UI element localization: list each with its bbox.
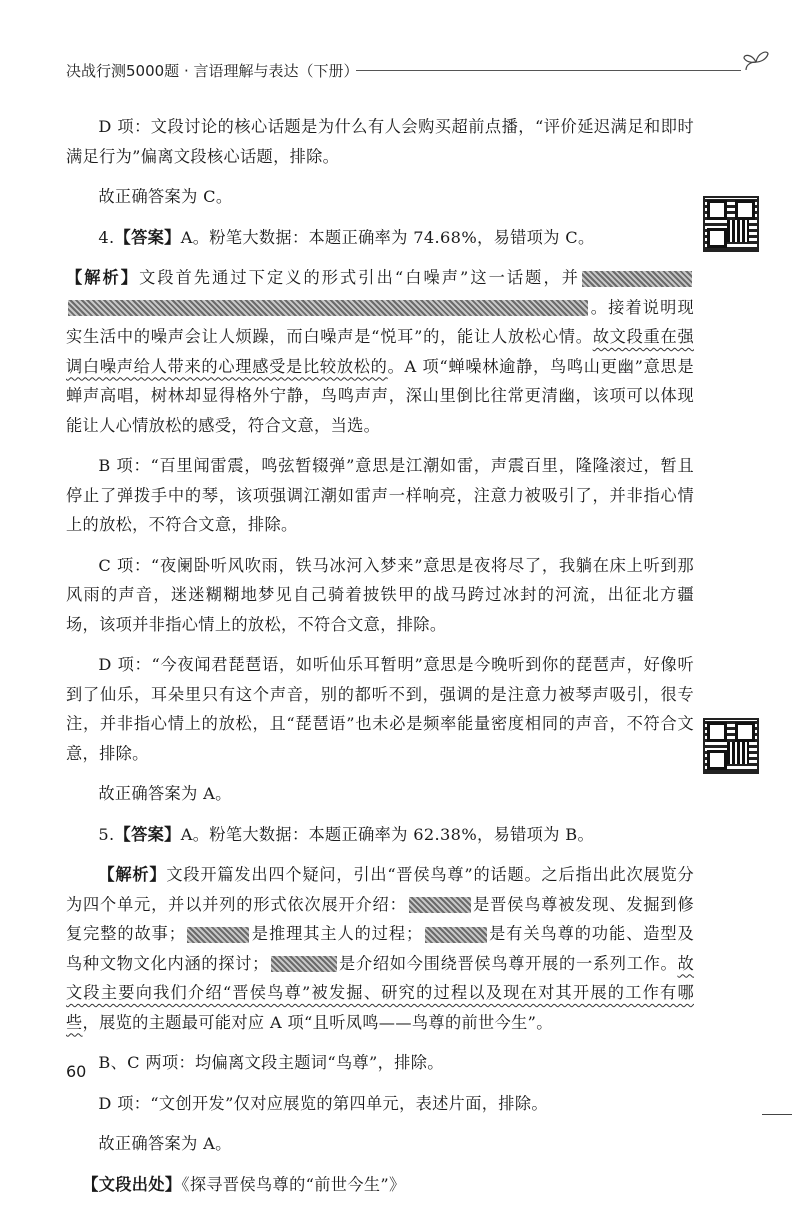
analysis-text: 是晋侯鸟尊被发现、发掘到修复完整的故事； (66, 894, 694, 943)
explanation-body (66, 112, 694, 1210)
source-tag: 【文段出处】 (82, 1174, 182, 1194)
analysis-tag: 【解析】 (98, 865, 167, 884)
analysis-tag: 【解析】 (66, 268, 140, 287)
redaction-block (187, 927, 249, 943)
analysis-text: 是介绍如今围绕晋侯鸟尊开展的一系列工作。 (338, 953, 678, 973)
redaction-block (409, 897, 471, 913)
answer-text: A。粉笔大数据：本题正确率为 62.38%，易错项为 B。 (180, 824, 595, 844)
question-number: 5. (98, 824, 115, 844)
option-c-analysis: C 项：“夜阑卧听风吹雨，铁马冰河入梦来”意思是夜将尽了，我躺在床上听到那风雨的声音，迷迷糊糊地梦见自己骑着披铁甲的战马跨过冰封的河流，出征北方疆场，该项并非指心情上的放松，不符合文意，排除。 (66, 555, 694, 634)
q5-answer (66, 820, 694, 850)
redaction-block (271, 956, 337, 972)
analysis-text: 。A 项“蝉噪林逾静，鸟鸣山更幽”意思是蝉声高唱，树林却显得格外宁静，鸟鸣声声，深山里倒比往常更清幽，该项可以体现能让人心情放松的感受，符合文意，当选。 (66, 356, 694, 435)
conclusion: 故正确答案为 A。 (98, 784, 232, 803)
analysis-text: 。接着说明现实生活中的噪声会让人烦躁，而白噪声是“悦耳”的，能让人放松心情。 (66, 297, 694, 346)
question-number: 4. (98, 227, 115, 247)
source-text: 《探寻晋侯鸟尊的“前世今生”》 (181, 1174, 406, 1194)
answer-tag: 【答案】 (114, 227, 181, 247)
qr-code-icon[interactable] (703, 196, 759, 252)
paragraph: D 项：文段讨论的核心话题是为什么有人会购买超前点播，“评价延迟满足和即时满足行为”偏离文段核心话题，排除。 (66, 117, 694, 166)
key-sentence: 故文段重在强调白噪声给人带来的心理感受是比较放松的 (66, 327, 694, 376)
redaction-block (582, 271, 692, 287)
option-b-analysis: B 项：“百里闻雷震，鸣弦暂辍弹”意思是江潮如雷，声震百里，隆隆滚过，暂且停止了弹拨手中的琴，该项强调江潮如雷声一样响亮，注意力被吸引了，并非指心情上的放松，不符合文意，排除。 (66, 456, 694, 534)
option-d-analysis: D 项：“文创开发”仅对应展览的第四单元，表述片面，排除。 (98, 1093, 548, 1113)
answer-tag: 【答案】 (114, 824, 181, 844)
page-header (66, 56, 766, 86)
option-d-analysis: D 项：“今夜闻君琵琶语，如听仙乐耳暂明”意思是今晚听到你的琵琶声，好像听到了仙乐，耳朵里只有这个声音，别的都听不到，强调的是注意力被琴声吸引，很专注，并非指心情上的放松，且“琵琶语”也未必是频率能量密度相同的声音，不符合文意，排除。 (66, 655, 694, 763)
analysis-text: 是推理其主人的过程； (251, 924, 423, 943)
analysis-text: ，展览的主题最可能对应 A 项“且听凤鸣——鸟尊的前世今生”。 (82, 1012, 553, 1032)
q5-analysis (66, 860, 694, 1037)
paragraph: 故正确答案为 C。 (98, 187, 233, 206)
qr-code-icon[interactable] (703, 718, 759, 774)
sprout-icon (742, 44, 770, 74)
header-rule (356, 70, 741, 71)
q4-analysis (66, 263, 694, 440)
source-line (66, 1170, 694, 1200)
book-title: 决战行测5000题 · 言语理解与表达（下册） (66, 62, 359, 80)
key-sentence: 故文段主要向我们介绍“晋侯鸟尊”被发掘、研究的过程以及现在对其开展的工作有哪些 (66, 953, 695, 1032)
analysis-text: 文段首先通过下定义的形式引出“白噪声”这一话题，并 (139, 268, 580, 287)
analysis-text: 是有关鸟尊的功能、造型及鸟种文物文化内涵的探讨； (66, 924, 694, 973)
redaction-block (425, 927, 487, 943)
answer-text: A。粉笔大数据：本题正确率为 74.68%，易错项为 C。 (180, 227, 595, 247)
redaction-block (68, 300, 588, 316)
corner-mark (762, 1114, 792, 1115)
q4-answer (66, 223, 694, 253)
analysis-text: 文段开篇发出四个疑问，引出“晋侯鸟尊”的话题。之后指出此次展览分为四个单元，并以并列的形式依次展开介绍： (66, 865, 695, 914)
option-bc-analysis: B、C 两项：均偏离文段主题词“鸟尊”，排除。 (98, 1053, 444, 1072)
conclusion: 故正确答案为 A。 (98, 1134, 232, 1153)
page-number: 60 (66, 1062, 87, 1081)
